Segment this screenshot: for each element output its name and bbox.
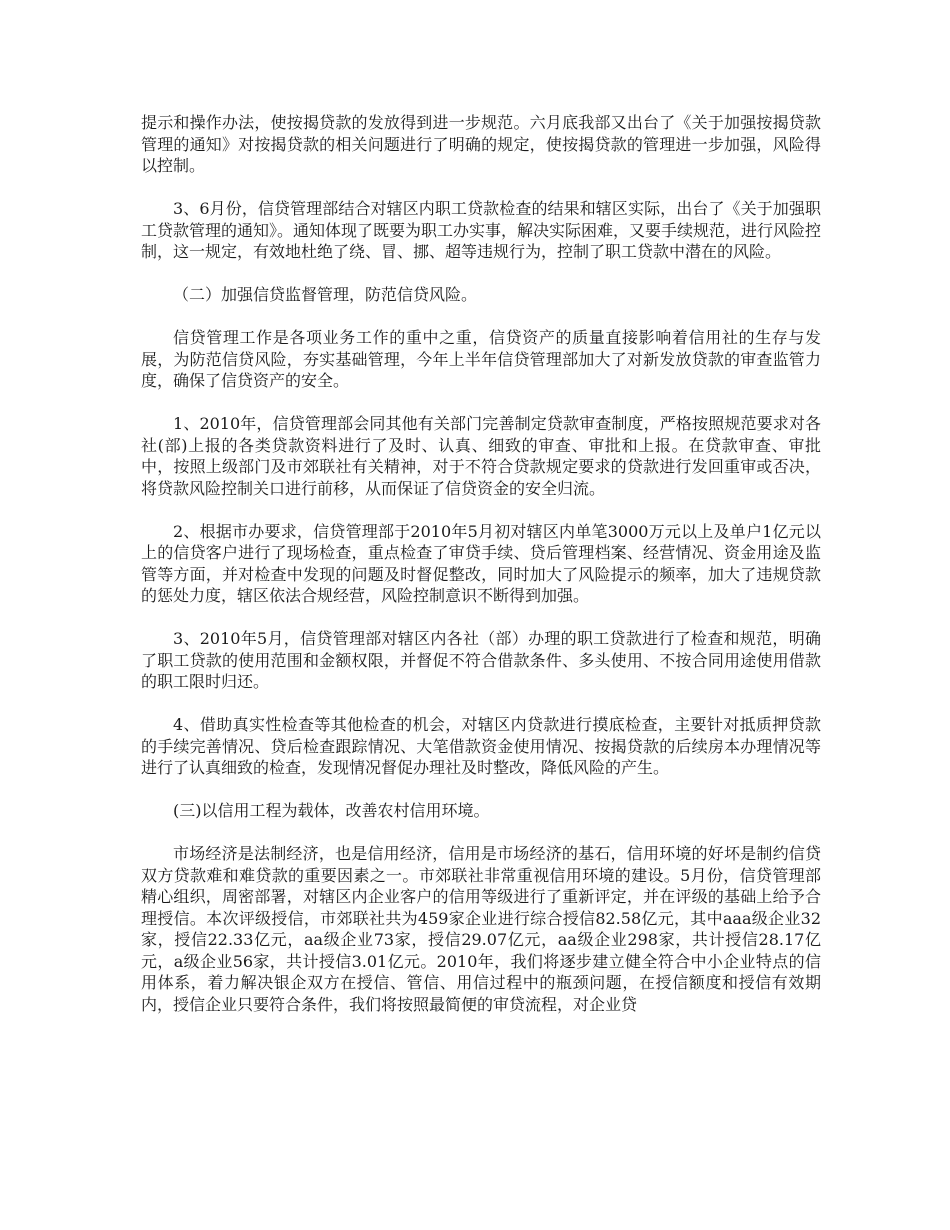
- paragraph-item-1-review-system: 1、2010年，信贷管理部会同其他有关部门完善制定贷款审查制度，严格按照规范要求对各社(部)上报的各类贷款资料进行了及时、认真、细致的审查、审批和上报。在贷款审查、审批中，按照上级部门及市郊联社有关精神，对于不符合贷款规定要求的贷款进行发回重审或否决，将贷款风险控制关口进行前移，从而保证了信贷资金的安全归流。: [141, 414, 821, 498]
- section-heading-credit-supervision: （二）加强信贷监督管理，防范信贷风险。: [173, 285, 478, 304]
- paragraph-item-2-onsite-inspection: 2、根据市办要求，信贷管理部于2010年5月初对辖区内单笔3000万元以上及单户1亿元以上的信贷客户进行了现场检查，重点检查了审贷手续、贷后管理档案、经营情况、资金用途及监管等方面，并对检查中发现的问题及时督促整改，同时加大了风险提示的频率，加大了违规贷款的惩处力度，辖区依法合规经营，风险控制意识不断得到加强。: [141, 521, 821, 605]
- paragraph-credit-management-intro: 信贷管理工作是各项业务工作的重中之重，信贷资产的质量直接影响着信用社的生存与发展，为防范信贷风险，夯实基础管理，今年上半年信贷管理部加大了对新发放贷款的审查监管力度，确保了信贷资产的安全。: [141, 328, 821, 390]
- paragraph-employee-loan-notice: 3、6月份，信贷管理部结合对辖区内职工贷款检查的结果和辖区实际，出台了《关于加强职工贷款管理的通知》。通知体现了既要为职工办实事，解决实际困难，又要手续规范，进行风险控制，这一规定，有效地杜绝了绕、冒、挪、超等违规行为，控制了职工贷款中潜在的风险。: [141, 199, 822, 261]
- document-body: [141, 112, 821, 1037]
- paragraph-continuation: 提示和操作办法，使按揭贷款的发放得到进一步规范。六月底我部又出台了《关于加强按揭贷款管理的通知》对按揭贷款的相关问题进行了明确的规定，使按揭贷款的管理进一步加强，风险得以控制。: [141, 113, 821, 175]
- paragraph-item-4-loan-audit: 4、借助真实性检查等其他检查的机会，对辖区内贷款进行摸底检查，主要针对抵质押贷款的手续完善情况、贷后检查跟踪情况、大笔借款资金使用情况、按揭贷款的后续房本办理情况等进行了认真细致的检查，发现情况督促办理社及时整改，降低风险的产生。: [141, 715, 821, 777]
- section-heading-credit-engineering: (三)以信用工程为载体，改善农村信用环境。: [173, 801, 490, 820]
- paragraph-credit-environment: 市场经济是法制经济，也是信用经济，信用是市场经济的基石，信用环境的好坏是制约信贷双方贷款难和难贷款的重要因素之一。市郊联社非常重视信用环境的建设。5月份，信贷管理部精心组织，周密部署，对辖区内企业客户的信用等级进行了重新评定，并在评级的基础上给予合理授信。本次评级授信，市郊联社共为459家企业进行综合授信82.58亿元，其中aaa级企业32家，授信22.33亿元，aa级企业73家，授信29.07亿元，aa级企业298家，共计授信28.17亿元，a级企业56家，共计授信3.01亿元。2010年，我们将逐步建立健全符合中小企业特点的信用体系，着力解决银企双方在授信、管信、用信过程中的瓶颈问题，在授信额度和授信有效期内，授信企业只要符合条件，我们将按照最简便的审贷流程，对企业贷: [141, 844, 821, 1014]
- paragraph-item-3-employee-loans: 3、2010年5月，信贷管理部对辖区内各社（部）办理的职工贷款进行了检查和规范，明确了职工贷款的使用范围和金额权限，并督促不符合借款条件、多头使用、不按合同用途使用借款的职工限时归还。: [141, 629, 821, 691]
